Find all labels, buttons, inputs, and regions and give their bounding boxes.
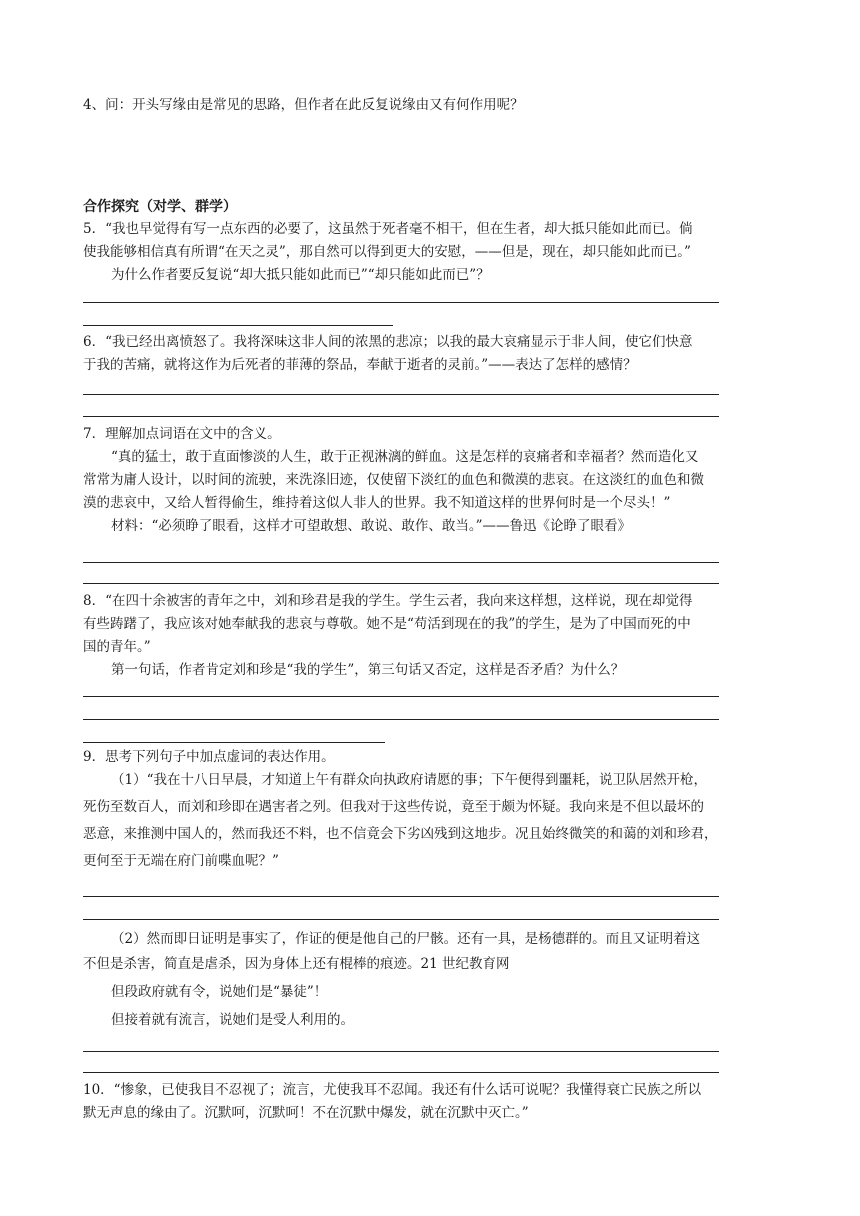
answer-line[interactable] (83, 896, 719, 897)
question-7-material: 材料：“必须睁了眼看，这样才可望敢想、敢说、敢作、敢当。”——鲁迅《论睁了眼看》 (111, 518, 632, 534)
question-9-instruction: 9．思考下列句子中加点虚词的表达作用。 (83, 749, 335, 765)
question-5-line-2: 使我能够相信真有所谓“在天之灵”，那自然可以得到更大的安慰，——但是，现在，却只能如此而已。” (83, 244, 691, 260)
question-5-prompt: 为什么作者要反复说“却大抵只能如此而已”“却只能如此而已”？ (111, 267, 490, 283)
answer-line[interactable] (83, 325, 393, 326)
question-9-part-1-line-2: 死伤至数百人，而刘和珍即在遇害者之列。但我对于这些传说，竟至于颇为怀疑。我向来是不但以最坏的 (83, 799, 704, 815)
question-7-quote-line-2: 常常为庸人设计，以时间的流驶，来洗涤旧迹，仅使留下淡红的血色和微漠的悲哀。在这淡红的血色和微 (83, 472, 704, 488)
answer-line[interactable] (83, 719, 719, 720)
question-7-instruction: 7．理解加点词语在文中的含义。 (83, 426, 281, 442)
question-9-part-2 (83, 928, 779, 1032)
question-9-part-2-line-4: 但接着就有流言，说她们是受人利用的。 (111, 1012, 354, 1028)
question-9-part-2-line-3: 但段政府就有令，说她们是“暴徒”！ (111, 984, 328, 1000)
question-5-line-1: 5．“我也早觉得有写一点东西的必要了，这虽然于死者毫不相干，但在生者，却大抵只能如此而已。倘 (83, 221, 693, 237)
answer-line[interactable] (83, 562, 719, 563)
answer-line[interactable] (83, 394, 719, 395)
question-10-line-1: 10．“惨象，已使我目不忍视了；流言，尤使我耳不忍闻。我还有什么话可说呢？我懂得衰亡民族之所以 (83, 1082, 702, 1098)
answer-line[interactable] (83, 1051, 719, 1052)
question-9-part-2-line-1: （2）然而即日证明是事实了，作证的便是他自己的尸骸。还有一具，是杨德群的。而且又证明着这 (111, 931, 701, 947)
question-9 (83, 746, 779, 873)
question-8-line-3: 国的青年。” (83, 639, 151, 655)
question-9-part-1-line-1: （1）“我在十八日早晨，才知道上午有群众向执政府请愿的事；下午便得到噩耗，说卫队居然开枪， (111, 772, 707, 788)
answer-line[interactable] (83, 416, 719, 417)
section-heading: 合作探究（对学、群学） (83, 199, 237, 215)
answer-line[interactable] (83, 919, 719, 920)
answer-line[interactable] (83, 302, 719, 303)
question-9-part-2-line-2: 不但是杀害，简直是虐杀，因为身体上还有棍棒的痕迹。21 世纪教育网 (83, 956, 510, 972)
answer-line[interactable] (83, 696, 719, 697)
question-10 (83, 1079, 779, 1125)
answer-line[interactable] (83, 583, 719, 584)
answer-line[interactable] (83, 1072, 719, 1073)
question-8-prompt: 第一句话，作者肯定刘和珍是“我的学生”，第三句话又否定，这样是否矛盾？为什么？ (111, 662, 625, 678)
question-7-quote-line-1: “真的猛士，敢于直面惨淡的人生，敢于正视淋漓的鲜血。这是怎样的哀痛者和幸福者？然而造化又 (111, 449, 699, 465)
question-4: 4、问：开头写缘由是常见的思路，但作者在此反复说缘由又有何作用呢？ (83, 97, 524, 113)
question-7 (83, 423, 779, 538)
question-9-part-1-line-3: 恶意，来推测中国人的，然而我还不料，也不信竟会下劣凶残到这地步。况且始终微笑的和蔼的刘和珍君， (83, 826, 718, 842)
question-7-quote-line-3: 漠的悲哀中，又给人暂得偷生，维持着这似人非人的世界。我不知道这样的世界何时是一个尽头！” (83, 495, 671, 511)
question-6-line-1: 6．“我已经出离愤怒了。我将深味这非人间的浓黑的悲凉；以我的最大哀痛显示于非人间，使它们快意 (83, 334, 693, 350)
question-8-line-2: 有些踌躇了，我应该对她奉献我的悲哀与尊敬。她不是“苟活到现在的我”的学生，是为了中国而死的中 (83, 616, 691, 632)
question-10-line-2: 默无声息的缘由了。沉默呵，沉默呵！不在沉默中爆发，就在沉默中灭亡。” (83, 1105, 529, 1121)
question-6-line-2: 于我的苦痛，就将这作为后死者的菲薄的祭品，奉献于逝者的灵前。”——表达了怎样的感情？ (83, 357, 637, 373)
question-8-line-1: 8．“在四十余被害的青年之中，刘和珍君是我的学生。学生云者，我向来这样想，这样说，现在却觉得 (83, 593, 693, 609)
question-6 (83, 331, 779, 377)
answer-line[interactable] (83, 742, 385, 743)
question-5 (83, 218, 779, 287)
question-9-part-1-line-4: 更何至于无端在府门前喋血呢？” (83, 853, 279, 869)
question-8 (83, 590, 779, 682)
